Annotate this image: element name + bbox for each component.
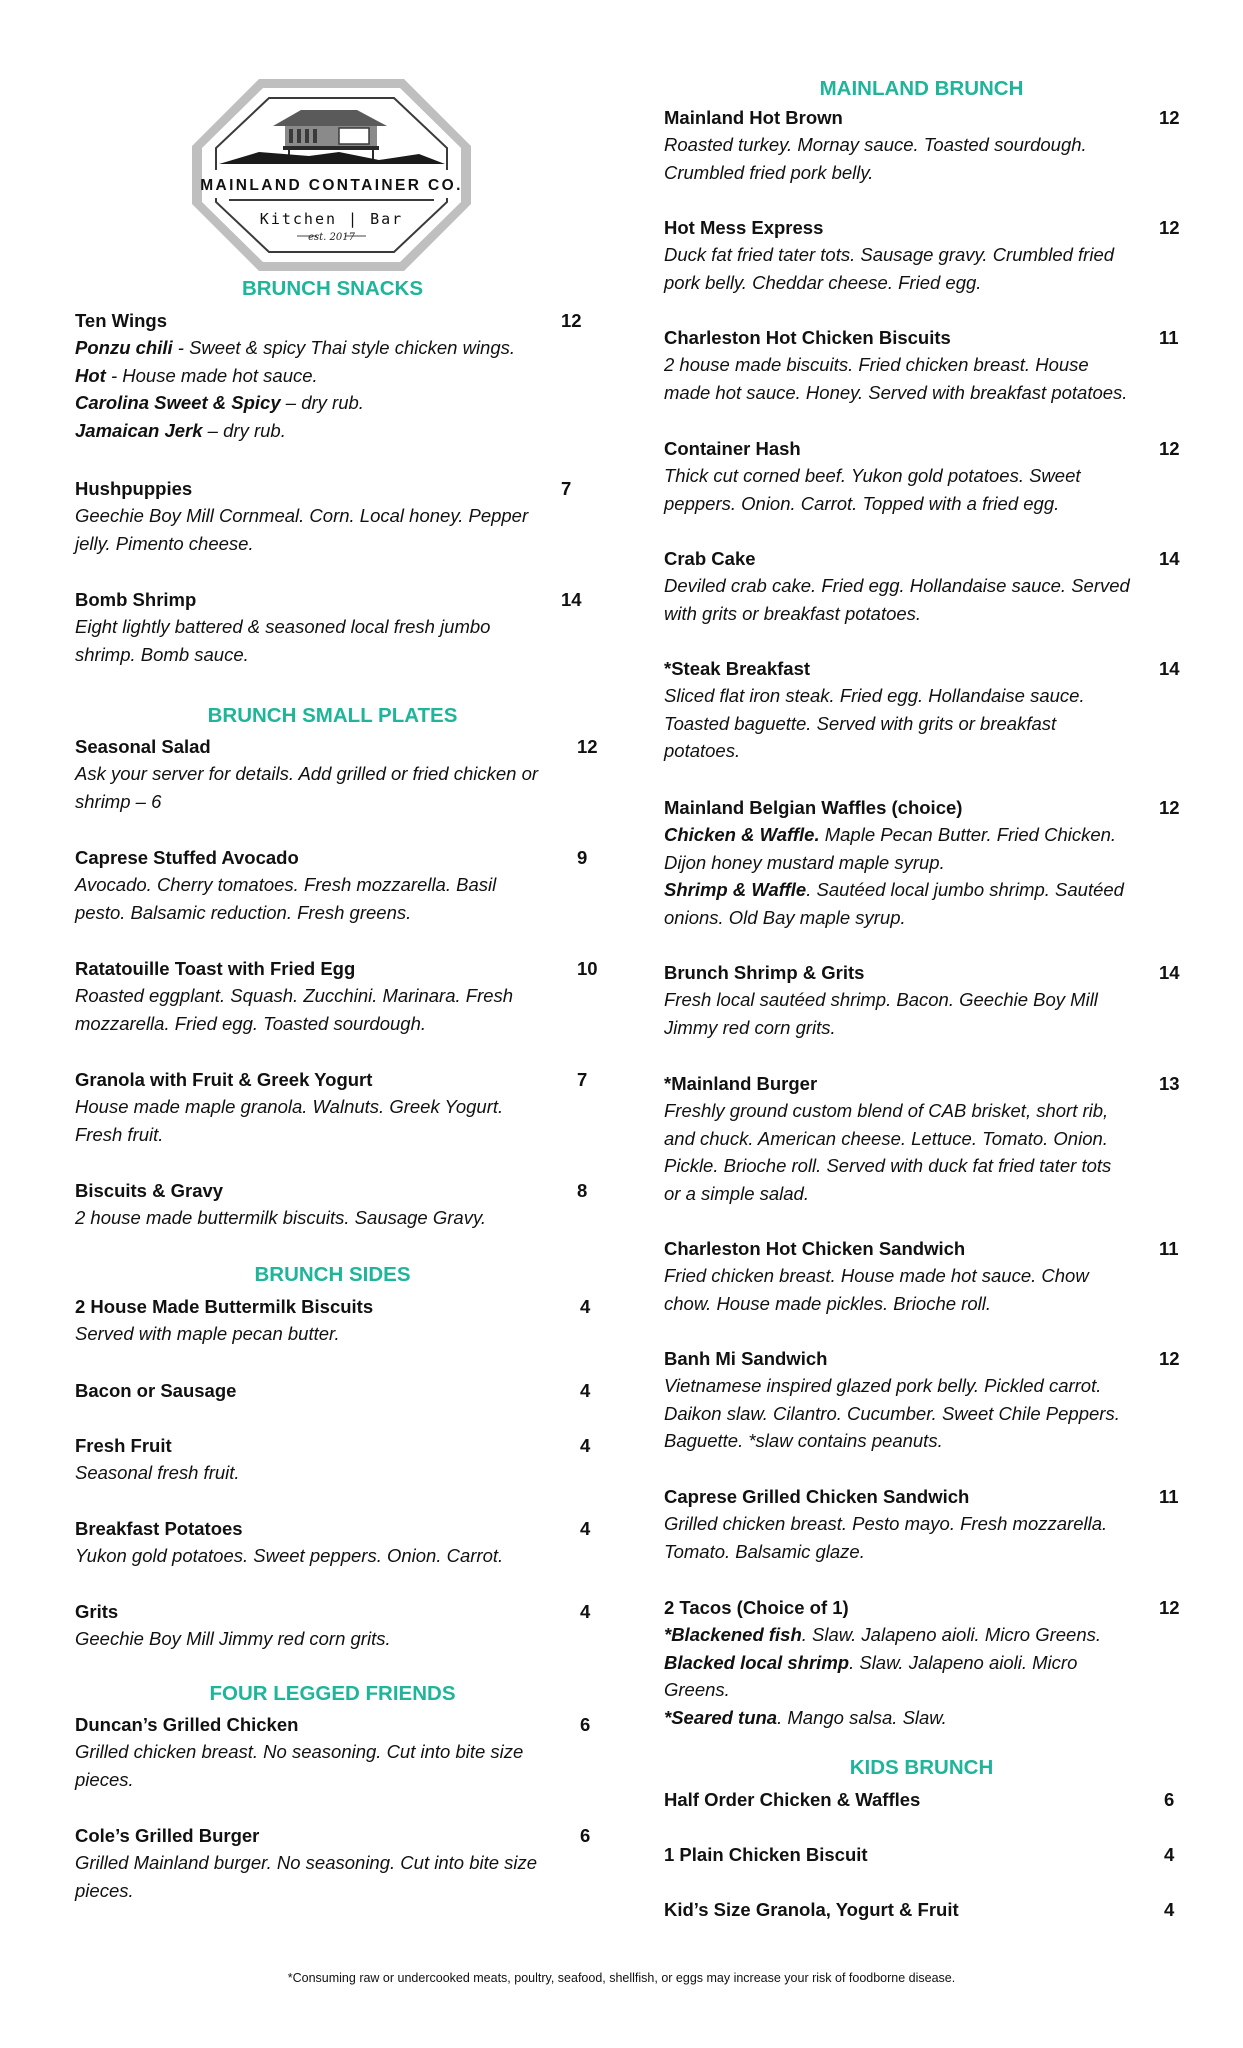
menu-item-description (664, 1097, 1179, 1125)
menu-item-description (664, 821, 1179, 849)
menu-item-description (75, 613, 590, 641)
menu-item-description (75, 502, 590, 530)
menu-item (664, 545, 1179, 627)
menu-item-description-text: Grilled chicken breast. Pesto mayo. Fresh mozzarella. (664, 1513, 1108, 1534)
menu-item-description (75, 530, 590, 558)
menu-item-description (75, 1093, 590, 1121)
menu-item-price: 6 (1164, 1789, 1175, 1810)
menu-item-description (664, 1014, 1179, 1042)
menu-item (664, 794, 1179, 931)
menu-item-price: 11 (1159, 1486, 1179, 1507)
menu-item-description-text: – dry rub. (202, 419, 286, 441)
menu-item (75, 586, 590, 668)
menu-item-description-text: Thick cut corned beef. Yukon gold potatoes. Sweet (664, 465, 1081, 486)
menu-item-description (664, 1400, 1179, 1428)
menu-item (664, 104, 1179, 186)
menu-item-price: 12 (577, 736, 598, 757)
menu-item-description-text: Vietnamese inspired glazed pork belly. Pickled carrot. (664, 1375, 1102, 1396)
menu-item-description (664, 269, 1179, 297)
menu-item-description (664, 737, 1179, 765)
menu-item-description (664, 379, 1179, 407)
menu-item-name: Ratatouille Toast with Fried Egg (75, 958, 356, 979)
menu-item-name: Duncan’s Grilled Chicken (75, 1714, 299, 1735)
menu-item-description-text: with grits or breakfast potatoes. (664, 602, 922, 624)
menu-item-name: *Steak Breakfast (664, 658, 811, 679)
menu-item-header (75, 1822, 590, 1849)
menu-item (75, 1432, 590, 1487)
menu-item (75, 955, 598, 1037)
menu-item-description-text: Served with maple pecan butter. (75, 1323, 340, 1344)
menu-item-description (664, 1649, 1179, 1677)
menu-item-description-text: Avocado. Cherry tomatoes. Fresh mozzarella. Basil (75, 874, 497, 895)
menu-item-name: Brunch Shrimp & Grits (664, 962, 865, 983)
menu-item-description (75, 641, 590, 669)
menu-item-header (664, 1345, 1179, 1372)
menu-item-price: 12 (1159, 217, 1180, 238)
menu-item-description (664, 241, 1179, 269)
menu-item-name: Caprese Stuffed Avocado (75, 847, 299, 868)
menu-item-description (664, 1538, 1179, 1566)
menu-item-description-text: . Slaw. Jalapeno aioli. Micro (849, 1651, 1078, 1673)
menu-item-description (664, 490, 1179, 518)
menu-item-description (664, 131, 1179, 159)
menu-item-price: 12 (1159, 797, 1180, 818)
logo-tagline-text: Kitchen | Bar (259, 210, 404, 228)
menu-item-description-text: Ask your server for details. Add grilled or fried chicken or (75, 763, 539, 784)
menu-item-description (75, 1320, 590, 1348)
menu-item (664, 1786, 1179, 1813)
menu-item-description-text: Duck fat fried tater tots. Sausage gravy. Crumbled fried (664, 244, 1115, 265)
menu-item-name: Seasonal Salad (75, 736, 211, 757)
menu-item-header (75, 1711, 590, 1738)
menu-item-description (75, 1738, 590, 1766)
menu-item-description-text: Roasted eggplant. Squash. Zucchini. Marinara. Fresh (75, 985, 514, 1006)
menu-item-description (664, 1372, 1179, 1400)
menu-item-description (75, 417, 590, 445)
menu-item-description-text: Crumbled fried pork belly. (664, 161, 874, 183)
menu-item-header (664, 1786, 1179, 1813)
menu-item-header (75, 733, 598, 760)
menu-item-description (664, 1180, 1179, 1208)
menu-item (75, 1822, 590, 1904)
menu-item-option-name: Blacked local shrimp (664, 1651, 850, 1673)
menu-item-description (664, 849, 1179, 877)
menu-item-price: 12 (561, 310, 582, 331)
menu-item-header (75, 844, 590, 871)
menu-item-name: Charleston Hot Chicken Biscuits (664, 327, 951, 348)
menu-item-price: 11 (1159, 327, 1179, 348)
menu-item-description (664, 682, 1179, 710)
menu-item (75, 1293, 590, 1348)
menu-item-description (664, 1621, 1179, 1649)
menu-item-price: 9 (577, 847, 588, 868)
menu-item (664, 324, 1179, 406)
menu-item-description (75, 1121, 590, 1149)
menu-item (664, 959, 1179, 1041)
menu-item-header (75, 307, 590, 334)
menu-item (664, 1594, 1179, 1731)
menu-item-description (75, 362, 590, 390)
foodborne-disclaimer: *Consuming raw or undercooked meats, poultry, seafood, shellfish, or eggs may increase your risk of foodborne disease. (287, 1971, 956, 1985)
menu-item-price: 12 (1159, 1597, 1180, 1618)
menu-item-header (75, 1293, 590, 1320)
menu-item-description (664, 1290, 1179, 1318)
menu-item-description-text: – dry rub. (280, 392, 364, 414)
menu-item-description-text: peppers. Onion. Carrot. Topped with a fried egg. (664, 492, 1060, 514)
menu-item-option-name: Ponzu chili (75, 337, 173, 358)
menu-item-header (664, 655, 1179, 682)
menu-item-description-text: Deviled crab cake. Fried egg. Hollandaise sauce. Served (664, 575, 1130, 596)
menu-item-description (664, 351, 1179, 379)
menu-item-description-text: Jimmy red corn grits. (664, 1016, 836, 1038)
menu-item-description-text: Maple Pecan Butter. Fried Chicken. (819, 824, 1117, 845)
menu-item-name: Fresh Fruit (75, 1435, 172, 1456)
menu-item-description-text: pork belly. Cheddar cheese. Fried egg. (664, 271, 982, 293)
menu-item-price: 12 (1159, 438, 1180, 459)
menu-item-name: Hushpuppies (75, 478, 193, 499)
menu-item-description-text: pieces. (75, 1768, 134, 1790)
menu-item-description (664, 1427, 1179, 1455)
menu-item-description (75, 1625, 590, 1653)
menu-item-description-text: Yukon gold potatoes. Sweet peppers. Onion. Carrot. (75, 1545, 504, 1566)
menu-item-price: 12 (1159, 1348, 1180, 1369)
menu-item-header (75, 955, 598, 982)
menu-item-description (75, 389, 590, 417)
menu-item-description-text: potatoes. (664, 740, 741, 762)
menu-item-option-name: Jamaican Jerk (75, 419, 203, 441)
menu-item-description-text: Tomato. Balsamic glaze. (664, 1540, 865, 1562)
menu-item-description (75, 1542, 590, 1570)
menu-item (75, 1711, 590, 1793)
menu-item (75, 844, 590, 926)
menu-item-description-text: . Sautéed local jumbo shrimp. Sautéed (806, 879, 1124, 901)
menu-item-name: Breakfast Potatoes (75, 1518, 243, 1539)
menu-item-option-name: *Blackened fish (664, 1624, 802, 1645)
menu-item (75, 307, 590, 444)
menu-item-description (75, 899, 590, 927)
menu-item-name: Charleston Hot Chicken Sandwich (664, 1238, 966, 1259)
section-title-four-legged-friends: FOUR LEGGED FRIENDS (209, 1682, 456, 1705)
section-title-kids-brunch: KIDS BRUNCH (849, 1756, 994, 1779)
menu-item-header (75, 1598, 590, 1625)
menu-item-header (75, 1177, 590, 1204)
menu-item (664, 214, 1179, 296)
menu-item-description-text: or a simple salad. (664, 1182, 809, 1204)
menu-item-description (75, 871, 590, 899)
menu-item-description-text: Grilled chicken breast. No seasoning. Cut into bite size (75, 1741, 524, 1762)
menu-item-description (75, 1849, 590, 1877)
menu-item-description (664, 1676, 1179, 1704)
menu-item-name: Kid’s Size Granola, Yogurt & Fruit (664, 1899, 959, 1920)
menu-item-header (664, 794, 1179, 821)
menu-item (75, 475, 590, 557)
menu-item-name: Banh Mi Sandwich (664, 1348, 828, 1369)
menu-item-description (664, 572, 1179, 600)
menu-item-description (664, 1152, 1179, 1180)
menu-item-header (664, 1896, 1179, 1923)
menu-item-name: Cole’s Grilled Burger (75, 1825, 260, 1846)
menu-item-name: Crab Cake (664, 548, 756, 569)
menu-item-description (75, 334, 590, 362)
menu-item-description-text: Dijon honey mustard maple syrup. (664, 851, 945, 873)
menu-item-description-text: . Mango salsa. Slaw. (777, 1706, 947, 1728)
menu-item-price: 4 (580, 1296, 591, 1317)
menu-item-option-name: Shrimp & Waffle (664, 879, 807, 901)
menu-item-header (664, 1594, 1179, 1621)
menu-item-description-text: made hot sauce. Honey. Served with breakfast potatoes. (664, 381, 1128, 403)
menu-item-description (664, 1262, 1179, 1290)
menu-item-description-text: Seasonal fresh fruit. (75, 1462, 240, 1483)
menu-item-description-text: Geechie Boy Mill Cornmeal. Corn. Local honey. Pepper (75, 505, 529, 526)
menu-item-header (664, 545, 1179, 572)
menu-item (664, 1841, 1179, 1868)
menu-item-description-text: . Slaw. Jalapeno aioli. Micro Greens. (801, 1624, 1102, 1645)
menu-item-price: 7 (561, 478, 572, 499)
menu-item-header (75, 1432, 590, 1459)
menu-item (75, 1066, 590, 1148)
menu-item (664, 1070, 1179, 1207)
menu-item-header (664, 1070, 1179, 1097)
menu-item (664, 1896, 1179, 1923)
mainland-container-logo (189, 76, 474, 276)
menu-item-header (664, 214, 1179, 241)
menu-item-header (664, 324, 1179, 351)
menu-item (75, 1598, 590, 1653)
menu-item-description-text: Daikon slaw. Cilantro. Cucumber. Sweet Chile Peppers. (664, 1402, 1120, 1424)
menu-item-header (664, 104, 1179, 131)
menu-item-description (664, 1125, 1179, 1153)
menu-item-price: 14 (561, 589, 582, 610)
menu-item-description (664, 876, 1179, 904)
menu-item-description-text: Geechie Boy Mill Jimmy red corn grits. (75, 1628, 391, 1649)
menu-item-price: 14 (1159, 962, 1180, 983)
menu-item-description-text: 2 house made buttermilk biscuits. Sausage Gravy. (75, 1207, 486, 1228)
menu-item-header (664, 1483, 1179, 1510)
menu-item-description (664, 600, 1179, 628)
section-title-brunch-small-plates: BRUNCH SMALL PLATES (207, 704, 458, 727)
menu-item-price: 14 (1159, 548, 1180, 569)
menu-item-description (664, 462, 1179, 490)
menu-item-price: 4 (580, 1435, 591, 1456)
menu-item-description-text: Toasted baguette. Served with grits or breakfast (664, 712, 1057, 734)
menu-item-name: 2 Tacos (Choice of 1) (664, 1597, 849, 1618)
menu-item-name: Caprese Grilled Chicken Sandwich (664, 1486, 970, 1507)
menu-item-price: 14 (1159, 658, 1180, 679)
menu-item (75, 1515, 590, 1570)
menu-item-description-text: pesto. Balsamic reduction. Fresh greens. (75, 901, 412, 923)
menu-item-name: Granola with Fruit & Greek Yogurt (75, 1069, 373, 1090)
menu-item-description (664, 986, 1179, 1014)
menu-item-description (75, 1204, 590, 1232)
menu-item-option-name: Chicken & Waffle. (664, 824, 820, 845)
menu-item-price: 4 (580, 1518, 591, 1539)
logo-emblem-icon (189, 76, 474, 276)
menu-item-name: Grits (75, 1601, 119, 1622)
menu-item-header (664, 1841, 1179, 1868)
menu-item-description (664, 1704, 1179, 1732)
menu-item-header (75, 1515, 590, 1542)
menu-item-name: Mainland Belgian Waffles (choice) (664, 797, 963, 818)
menu-item-description (75, 982, 590, 1010)
menu-item-description-text: Fried chicken breast. House made hot sauce. Chow (664, 1265, 1089, 1286)
menu-item-option-name: Hot (75, 364, 106, 386)
menu-item-name: *Mainland Burger (664, 1073, 818, 1094)
menu-item-price: 4 (580, 1601, 591, 1622)
logo-est-text: est. 2017 (308, 232, 355, 243)
menu-item-description (664, 159, 1179, 187)
menu-item (75, 1377, 590, 1404)
menu-item-name: Bomb Shrimp (75, 589, 197, 610)
menu-item-name: 2 House Made Buttermilk Biscuits (75, 1296, 374, 1317)
menu-item (75, 733, 598, 815)
menu-item-description-text: chow. House made pickles. Brioche roll. (664, 1292, 991, 1314)
menu-item-description-text: Baguette. *slaw contains peanuts. (664, 1430, 943, 1452)
menu-item-description-text: onions. Old Bay maple syrup. (664, 906, 906, 928)
menu-item-name: Mainland Hot Brown (664, 107, 843, 128)
menu-item (75, 1177, 590, 1232)
menu-item-price: 12 (1159, 107, 1180, 128)
menu-item-name: 1 Plain Chicken Biscuit (664, 1844, 868, 1865)
menu-item-name: Ten Wings (75, 310, 167, 331)
menu-item-description (75, 760, 590, 788)
menu-item-name: Biscuits & Gravy (75, 1180, 224, 1201)
menu-item-description-text: Roasted turkey. Mornay sauce. Toasted sourdough. (664, 134, 1087, 155)
menu-item-description (664, 904, 1179, 932)
menu-item-header (664, 435, 1179, 462)
menu-item-description (75, 1459, 590, 1487)
menu-item (664, 1345, 1179, 1455)
menu-item-description-text: shrimp. Bomb sauce. (75, 643, 249, 665)
menu-item-description (664, 1510, 1179, 1538)
menu-item-description-text: - House made hot sauce. (105, 364, 318, 386)
menu-item-description-text: - Sweet & spicy Thai style chicken wings. (172, 337, 516, 358)
menu-item-description-text: Eight lightly battered & seasoned local fresh jumbo (75, 616, 491, 637)
menu-item-description-text: Freshly ground custom blend of CAB brisket, short rib, (664, 1100, 1109, 1121)
menu-item-price: 7 (577, 1069, 588, 1090)
menu-item-description-text: 2 house made biscuits. Fried chicken breast. House (664, 354, 1089, 375)
menu-item-description-text: Pickle. Brioche roll. Served with duck fat fried tater tots (664, 1155, 1112, 1177)
menu-item-description-text: Grilled Mainland burger. No seasoning. Cut into bite size (75, 1852, 538, 1873)
menu-item-name: Container Hash (664, 438, 801, 459)
menu-item-description (664, 710, 1179, 738)
menu-item-price: 6 (580, 1714, 591, 1735)
menu-item-price: 4 (1164, 1844, 1175, 1865)
menu-item-name: Hot Mess Express (664, 217, 824, 238)
menu-item-description (75, 1877, 590, 1905)
menu-item-description-text: jelly. Pimento cheese. (75, 532, 254, 554)
menu-item (664, 655, 1179, 765)
menu-item-price: 8 (577, 1180, 588, 1201)
section-title-brunch-snacks: BRUNCH SNACKS (241, 277, 424, 300)
menu-item-price: 11 (1159, 1238, 1179, 1259)
menu-item (664, 435, 1179, 517)
menu-item-name: Bacon or Sausage (75, 1380, 237, 1401)
menu-item-header (664, 959, 1179, 986)
menu-item-name: Half Order Chicken & Waffles (664, 1789, 921, 1810)
menu-item-description (75, 1766, 590, 1794)
menu-item-description-text: pieces. (75, 1879, 134, 1901)
menu-item-header (75, 586, 590, 613)
menu-item-option-name: Carolina Sweet & Spicy (75, 392, 281, 414)
menu-item-price: 6 (580, 1825, 591, 1846)
menu-item-description-text: House made maple granola. Walnuts. Greek Yogurt. (75, 1096, 504, 1117)
menu-item-description-text: and chuck. American cheese. Lettuce. Tomato. Onion. (664, 1127, 1108, 1149)
menu-item-price: 4 (580, 1380, 591, 1401)
menu-item (664, 1235, 1179, 1317)
menu-item-price: 10 (577, 958, 598, 979)
menu-item-price: 4 (1164, 1899, 1175, 1920)
menu-item-header (75, 475, 590, 502)
menu-item-header (75, 1066, 590, 1093)
logo-brand-text: MAINLAND CONTAINER CO. (200, 177, 463, 194)
menu-item (664, 1483, 1179, 1565)
menu-item-option-name: *Seared tuna (664, 1706, 778, 1728)
menu-item-description-text: Fresh fruit. (75, 1123, 164, 1145)
menu-item-price: 13 (1159, 1073, 1180, 1094)
menu-item-description-text: Fresh local sautéed shrimp. Bacon. Geechie Boy Mill (664, 989, 1098, 1010)
menu-item-description-text: mozzarella. Fried egg. Toasted sourdough. (75, 1012, 427, 1034)
menu-item-description-text: Greens. (664, 1679, 730, 1701)
section-title-mainland-brunch: MAINLAND BRUNCH (819, 77, 1024, 100)
menu-item-description (75, 788, 590, 816)
menu-item-description (75, 1010, 590, 1038)
menu-item-description-text: shrimp – 6 (75, 790, 162, 812)
menu-item-header (664, 1235, 1179, 1262)
menu-item-description-text: Sliced flat iron steak. Fried egg. Hollandaise sauce. (664, 685, 1085, 706)
menu-item-header (75, 1377, 590, 1404)
section-title-brunch-sides: BRUNCH SIDES (254, 1263, 411, 1286)
